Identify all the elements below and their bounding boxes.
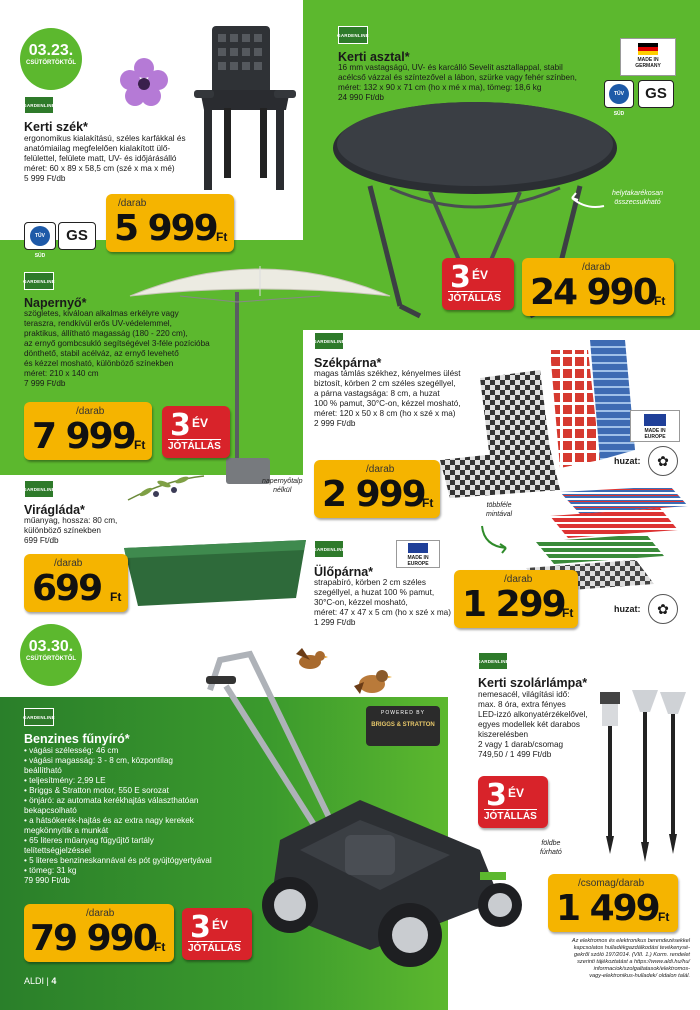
- planter-price-box: [24, 554, 128, 612]
- gardenline-logo: GARDENLINE: [24, 96, 54, 114]
- gs-badge: GS: [58, 222, 96, 250]
- price-value: 79 990: [30, 918, 156, 959]
- mower-price-box: [24, 904, 174, 962]
- seat-pad-price-box: [454, 570, 578, 628]
- footer-brand: ALDI: [24, 976, 45, 986]
- tuv-icon: TÜV SÜD: [30, 226, 50, 246]
- mower-title: Benzines fűnyíró*: [24, 732, 130, 746]
- cushion-title: Székpárna*: [314, 356, 382, 370]
- made-in-europe-badge: MADE IN EUROPE: [396, 540, 440, 568]
- price-unit: /darab: [54, 558, 83, 569]
- price-unit: /csomag/darab: [578, 878, 645, 889]
- price-currency: Ft: [562, 606, 574, 620]
- price-currency: Ft: [654, 294, 666, 308]
- engine-badge: POWERED BY BRIGGS & STRATTON: [366, 706, 440, 746]
- cover-label: huzat:: [614, 604, 641, 614]
- gardenline-logo: GARDENLINE: [24, 708, 54, 726]
- cushion-image: [440, 330, 640, 500]
- weekday-text: CSÜTÖRTÖKTŐL: [26, 60, 76, 66]
- gardenline-logo: GARDENLINE: [314, 332, 344, 350]
- olive-branch-illustration: [126, 470, 206, 510]
- mower-description: • vágási szélesség: 46 cm • vágási magasság: 3 - 8 cm, központilag beállítható • teljesítmény: 2,99 LE • Briggs & Stratton motor, 550 E sorozat • önjáró: az automata kerékhajtás választhatóan bekapcsolható • a hátsókerék-hajtás és az extra nagy kerekek megkönnyítik a munkát • 65 literes műanyag fűgyűjtő tartály telítettségjelzéssel • 5 literes benzineskannával és pót gyújtógyertyával • tömeg: 31 kg 79 990 Ft/db: [24, 746, 212, 885]
- price-currency: Ft: [658, 910, 670, 924]
- table-description: 16 mm vastagságú, UV- és karcálló Sevelit asztallappal, stabil acélcső vázzal és színtezővel a lábon, szürke vagy fehér színben, méret: 132 x 90 x 71 cm (ho x mé x ma), tömeg: 18,6 kg 24 990 Ft/db: [338, 63, 577, 102]
- table-title: Kerti asztal*: [338, 50, 410, 64]
- price-unit: /darab: [86, 908, 115, 919]
- lamp-title: Kerti szolárlámpa*: [478, 676, 588, 690]
- flag-de-icon: [638, 43, 658, 55]
- price-value: 1 299: [462, 584, 565, 625]
- solar-lamp-image: [594, 686, 694, 866]
- gardenline-logo: GARDENLINE: [314, 540, 344, 558]
- umbrella-description: szögletes, kiváloan alkalmas erkélyre vagy teraszra, rendkívül erős UV-védelemmel, praktikus, állítható magasság (180 - 220 cm), az ernyő gombcsukló segítségével 3-féle pozícióba dönthető, stabil acélváz, az ernyő levehető és kézzel mosható, különböző színekben méret: 210 x 140 cm 7 999 Ft/db: [24, 309, 210, 388]
- price-unit: /darab: [118, 198, 147, 209]
- umbrella-stand-note: napernyőtalp nélkül: [262, 478, 303, 494]
- planter-description: műanyag, hossza: 80 cm, különböző színekben 699 Ft/db: [24, 516, 118, 545]
- eu-flag-icon: [644, 414, 666, 426]
- gardenline-logo: GARDENLINE: [338, 26, 368, 44]
- patterns-note: többféle mintával: [486, 502, 513, 518]
- gs-badge: GS: [638, 80, 674, 108]
- cushion-description: magas támlás székhez, kényelmes ülést biztosít, körben 2 cm széles szegéllyel, a párna vastagsága: 8 cm, a huzat 100 % pamut, 30°C-on, kézzel mosható, méret: 120 x 50 x 8 cm (ho x szé x ma) 2 999 Ft/db: [314, 369, 461, 428]
- price-unit: /darab: [582, 262, 611, 273]
- price-unit: /darab: [366, 464, 395, 475]
- price-value: 1 499: [556, 888, 659, 929]
- price-currency: Ft: [422, 496, 434, 510]
- arrow-icon: [478, 520, 512, 554]
- flower-illustration: [118, 56, 170, 108]
- price-currency: Ft: [134, 438, 146, 452]
- date-badge-2: [20, 624, 82, 686]
- footer-page: ALDI | 4: [24, 976, 57, 986]
- chair-title: Kerti szék*: [24, 120, 88, 134]
- lamp-description: nemesacél, világítási idő: max. 8 óra, extra fényes LED-izzó alkonyatérzékelővel, egyes modellek két darabos kiszerelésben 2 vagy 1 darab/csomag 749,50 / 1 499 Ft/db: [478, 690, 588, 759]
- table-warranty-badge: 3 ÉV JÓTÁLLÁS: [442, 258, 514, 310]
- date-text: 03.23.: [28, 42, 74, 59]
- lamp-warranty-badge: 3 ÉV JÓTÁLLÁS: [478, 776, 548, 828]
- umbrella-price-box: [24, 402, 152, 460]
- date-badge-1: [20, 28, 82, 90]
- chair-description: ergonomikus kialakítású, széles karfákkal és anatómiailag megfelelően kialakított ülő- felülettel, felülete matt, UV- és időjárásálló méret: 60 x 89 x 58,5 cm (szé x ma x mé) 5 999 Ft/db: [24, 134, 186, 183]
- planter-title: Virágláda*: [24, 503, 85, 517]
- price-value: 7 999: [32, 416, 135, 457]
- price-unit: /darab: [504, 574, 533, 585]
- gardenline-logo: GARDENLINE: [24, 272, 54, 290]
- lamp-price-box: [548, 874, 678, 932]
- mower-warranty-badge: 3 ÉV JÓTÁLLÁS: [182, 908, 252, 960]
- cotton-icon: ✿: [648, 446, 678, 476]
- cotton-icon: ✿: [648, 594, 678, 624]
- seat-pad-description: strapabíró, körben 2 cm széles szegéllyel, a huzat 100 % pamut, 30°C-on, kézzel mosható, méret: 47 x 47 x 5 cm (ho x szé x ma) 1 299 Ft/db: [314, 578, 451, 627]
- gardenline-logo: GARDENLINE: [24, 480, 54, 498]
- foldable-note: helytakarékosan összecsukható: [612, 190, 663, 206]
- price-unit: /darab: [76, 406, 105, 417]
- ground-note: földbe fúrható: [540, 840, 562, 856]
- umbrella-title: Napernyő*: [24, 296, 87, 310]
- price-value: 5 999: [114, 208, 217, 249]
- chair-price-box: [106, 194, 234, 252]
- price-value: 2 999: [322, 474, 425, 515]
- gardenline-logo: GARDENLINE: [478, 652, 508, 670]
- umbrella-warranty-badge: 3 ÉV JÓTÁLLÁS: [162, 406, 230, 458]
- table-price-box: [522, 258, 674, 316]
- tuv-badge: [24, 222, 56, 259]
- cushion-price-box: [314, 460, 440, 518]
- arrow-icon: [566, 190, 606, 214]
- eu-flag-icon: [408, 543, 428, 553]
- price-currency: Ft: [216, 230, 228, 244]
- seat-pad-title: Ülőpárna*: [314, 565, 374, 579]
- legal-notice: Az elektromos és elektronikus berendezésekkel kapcsolatos hulladékgazdálkodási tevékenysé- gekről szóló 197/2014. (VIII. 1.) Korm. rendelet szerinti tájékoztatást a https://www.aldi.hu/hu/ informaciok/szolgaltatasok/elektromos- vagy-elektronikus-hulladek/ oldalon talál.: [571, 938, 690, 979]
- price-value: 24 990: [530, 272, 656, 313]
- made-in-europe-badge: MADE IN EUROPE: [630, 410, 680, 442]
- page-number: 4: [51, 976, 57, 986]
- weekday-text: CSÜTÖRTÖKTŐL: [26, 656, 76, 662]
- cover-label: huzat:: [614, 456, 641, 466]
- tuv-icon: TÜV SÜD: [609, 84, 629, 104]
- price-currency: Ft: [154, 940, 166, 954]
- planter-image: [124, 540, 306, 610]
- made-in-germany-badge: MADE IN GERMANY: [620, 38, 676, 76]
- price-currency: Ft: [110, 590, 122, 604]
- date-text: 03.30.: [28, 638, 74, 655]
- price-value: 699: [32, 568, 102, 609]
